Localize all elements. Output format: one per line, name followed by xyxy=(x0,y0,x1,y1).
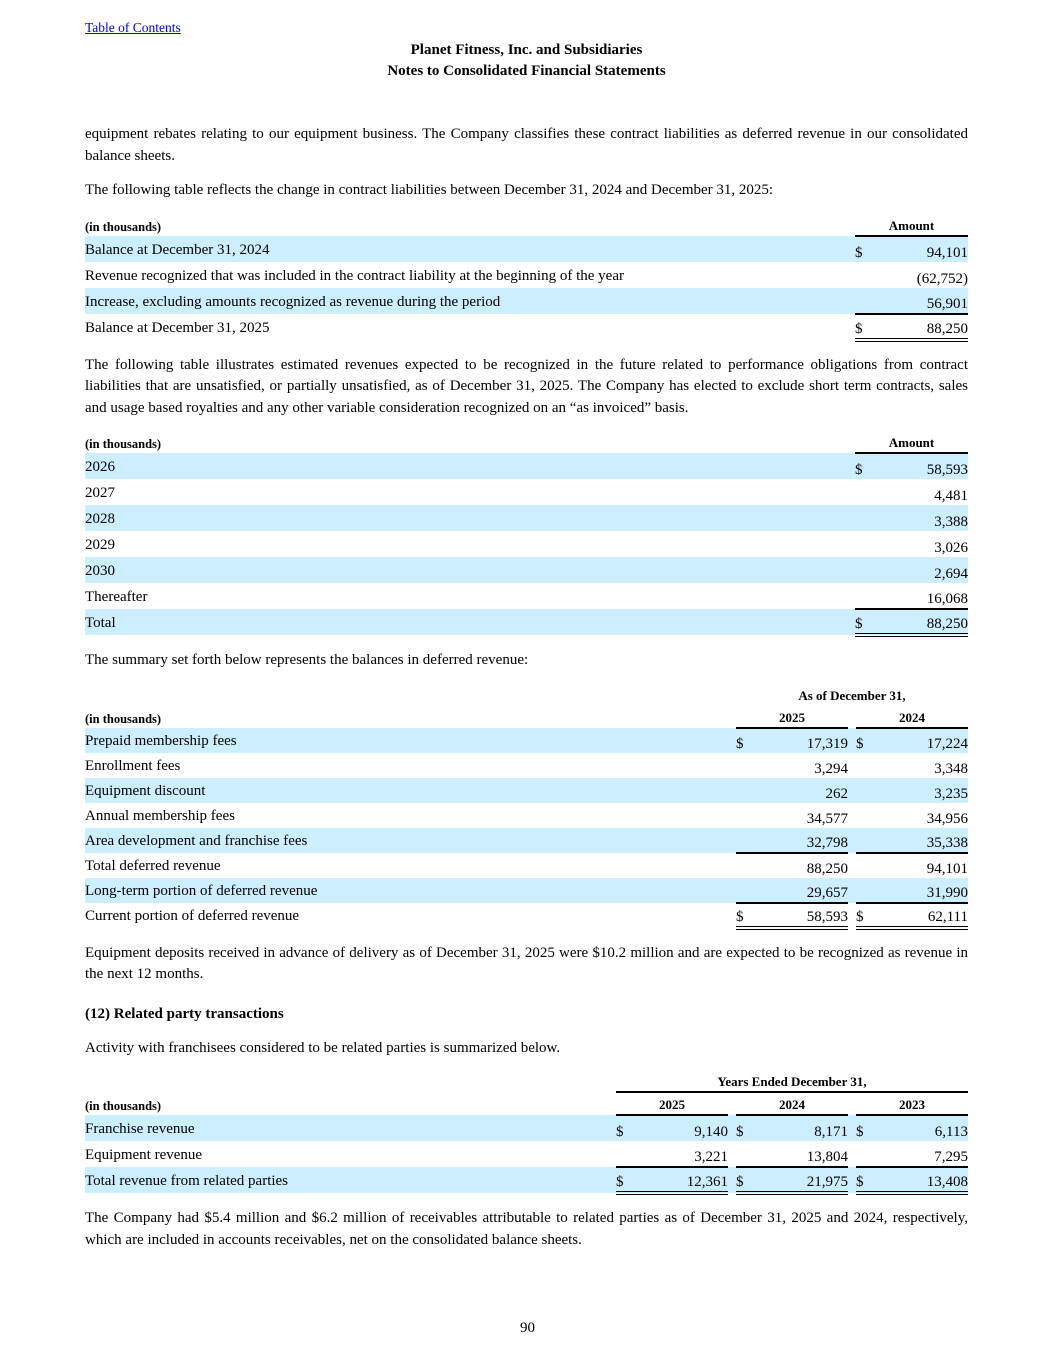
amount-value: 3,388 xyxy=(883,505,968,531)
empty-cell xyxy=(85,1071,616,1092)
gap-cell xyxy=(728,1141,736,1167)
dollar-sign: $ xyxy=(856,1115,884,1141)
amount-value: 3,348 xyxy=(934,760,968,777)
dollar-sign: $ xyxy=(855,314,883,340)
gap-cell xyxy=(848,853,856,878)
dollar-sign xyxy=(856,1141,884,1167)
dollar-sign: $ xyxy=(855,236,883,262)
amount-value: 3,235 xyxy=(884,778,968,803)
dollar-sign: $ xyxy=(856,903,884,928)
amount-value: 4,481 xyxy=(934,488,968,504)
amount-value: 9,140 xyxy=(644,1115,728,1141)
span-header-row xyxy=(85,684,968,705)
empty-cell xyxy=(85,684,736,705)
dollar-sign xyxy=(855,505,883,531)
table-row xyxy=(85,505,968,531)
document-title: Planet Fitness, Inc. and Subsidiaries xyxy=(410,42,643,58)
row-label: Balance at December 31, 2024 xyxy=(85,236,855,262)
row-label: Revenue recognized that was included in the contract liability at the beginning of the year xyxy=(85,267,624,284)
table-row xyxy=(85,236,968,262)
table-row xyxy=(85,1141,968,1167)
document-subtitle: Notes to Consolidated Financial Statements xyxy=(387,63,666,79)
gap-cell xyxy=(848,1092,856,1115)
dollar-sign xyxy=(855,583,883,609)
gap-cell xyxy=(848,903,856,928)
gap-cell xyxy=(848,705,856,728)
row-label: 2029 xyxy=(85,537,115,553)
table-row xyxy=(85,753,968,778)
amount-value: 3,026 xyxy=(934,540,968,556)
dollar-sign xyxy=(736,828,764,853)
dollar-sign xyxy=(616,1141,644,1167)
gap-cell xyxy=(728,1115,736,1141)
row-label: Area development and franchise fees xyxy=(85,828,736,853)
gap-cell xyxy=(848,778,856,803)
gap-cell xyxy=(848,753,856,778)
gap-cell xyxy=(848,828,856,853)
amount-value: 13,408 xyxy=(884,1167,968,1193)
amount-value: 3,294 xyxy=(814,760,848,777)
dollar-sign xyxy=(736,1141,764,1167)
row-label: Enrollment fees xyxy=(85,757,181,774)
row-label: 2030 xyxy=(85,557,855,583)
amount-value: 34,577 xyxy=(806,810,848,827)
deferred-revenue-table xyxy=(85,684,968,930)
amount-value: 21,975 xyxy=(764,1167,848,1193)
table-row xyxy=(85,1167,968,1193)
table-row xyxy=(85,314,968,340)
row-label: Balance at December 31, 2025 xyxy=(85,319,270,336)
row-label: Total deferred revenue xyxy=(85,857,221,874)
amount-header: Amount xyxy=(855,431,968,453)
amount-value: 13,804 xyxy=(764,1141,848,1167)
dollar-sign xyxy=(855,557,883,583)
row-label: Long-term portion of deferred revenue xyxy=(85,878,736,903)
amount-value: 34,956 xyxy=(926,810,968,827)
amount-value: 3,221 xyxy=(644,1141,728,1167)
table-row xyxy=(85,531,968,557)
gap-cell xyxy=(848,728,856,753)
amount-value: 29,657 xyxy=(764,878,848,903)
amount-value: 31,990 xyxy=(884,878,968,903)
table-row xyxy=(85,828,968,853)
paragraph-future-revenue-intro: The following table illustrates estimated revenues expected to be recognized in the future related to performance obligations from contract liabilities that are unsatisfied, or partially unsatisfied, as of December 31, 2025. The Company has elected to exclude short term contracts, sales and usage based royalties and any other variable consideration recognized on an “as invoiced” basis. xyxy=(85,356,968,416)
table-row xyxy=(85,903,968,928)
amount-value: 17,319 xyxy=(764,728,848,753)
dollar-sign xyxy=(856,778,884,803)
dollar-sign xyxy=(736,853,764,878)
dollar-sign xyxy=(856,753,884,778)
row-label: Current portion of deferred revenue xyxy=(85,907,300,924)
dollar-sign: $ xyxy=(616,1167,644,1193)
amount-value: 94,101 xyxy=(883,236,968,262)
amount-value: 16,068 xyxy=(883,583,968,609)
amount-value: 88,250 xyxy=(806,860,848,877)
year-header: 2024 xyxy=(856,705,968,728)
row-label: Equipment revenue xyxy=(85,1147,203,1163)
amount-value: 32,798 xyxy=(764,828,848,853)
table-row xyxy=(85,728,968,753)
unit-label: (in thousands) xyxy=(85,437,162,451)
unit-label: (in thousands) xyxy=(85,219,162,234)
row-label: Equipment discount xyxy=(85,778,736,803)
dollar-sign: $ xyxy=(855,453,883,479)
span-header: As of December 31, xyxy=(798,687,906,703)
amount-value: 7,295 xyxy=(884,1141,968,1167)
amount-value: 17,224 xyxy=(884,728,968,753)
table-row xyxy=(85,803,968,828)
amount-value: 58,593 xyxy=(883,453,968,479)
paragraph-continuation: equipment rebates relating to our equipment business. The Company classifies these contract liabilities as deferred revenue in our consolidated balance sheets. xyxy=(85,126,968,164)
dollar-sign xyxy=(736,803,764,828)
dollar-sign: $ xyxy=(736,728,764,753)
row-label: Thereafter xyxy=(85,589,148,605)
table-row xyxy=(85,583,968,609)
contract-liabilities-table xyxy=(85,214,968,342)
amount-value: 8,171 xyxy=(764,1115,848,1141)
table-header-row xyxy=(85,431,968,453)
dollar-sign xyxy=(736,753,764,778)
table-row xyxy=(85,853,968,878)
table-row xyxy=(85,288,968,314)
section-heading-related-party: (12) Related party transactions xyxy=(85,1005,284,1022)
row-label: Total revenue from related parties xyxy=(85,1167,616,1193)
row-label: 2026 xyxy=(85,453,855,479)
amount-value: 35,338 xyxy=(884,828,968,853)
dollar-sign: $ xyxy=(856,728,884,753)
amount-value: 56,901 xyxy=(883,288,968,314)
future-revenue-table xyxy=(85,431,968,637)
paragraph-equipment-deposits: Equipment deposits received in advance of delivery as of December 31, 2025 were $10.2 million and are expected to be recognized as revenue in the next 12 months. xyxy=(85,944,968,982)
page-number: 90 xyxy=(520,1320,535,1336)
gap-cell xyxy=(848,803,856,828)
gap-cell xyxy=(848,1115,856,1141)
amount-value: 58,593 xyxy=(764,903,848,928)
amount-value: 88,250 xyxy=(883,314,968,340)
amount-header: Amount xyxy=(855,214,968,236)
table-row xyxy=(85,262,968,288)
table-row xyxy=(85,878,968,903)
paragraph-related-party-intro: Activity with franchisees considered to be related parties is summarized below. xyxy=(85,1039,561,1056)
related-party-table xyxy=(85,1071,968,1195)
year-header-row xyxy=(85,705,968,728)
row-label: Annual membership fees xyxy=(85,807,235,824)
dollar-sign: $ xyxy=(856,1167,884,1193)
table-row xyxy=(85,479,968,505)
table-row xyxy=(85,1115,968,1141)
table-row xyxy=(85,453,968,479)
gap-cell xyxy=(848,1167,856,1193)
dollar-sign: $ xyxy=(736,903,764,928)
dollar-sign xyxy=(855,479,883,505)
table-row xyxy=(85,557,968,583)
dollar-sign xyxy=(855,288,883,314)
unit-label: (in thousands) xyxy=(85,1099,162,1113)
gap-cell xyxy=(728,1092,736,1115)
amount-value: 6,113 xyxy=(884,1115,968,1141)
gap-cell xyxy=(728,1167,736,1193)
dollar-sign xyxy=(856,828,884,853)
table-row xyxy=(85,778,968,803)
amount-value: 2,694 xyxy=(883,557,968,583)
row-label: Increase, excluding amounts recognized as revenue during the period xyxy=(85,288,855,314)
amount-value: 262 xyxy=(764,778,848,803)
dollar-sign: $ xyxy=(736,1167,764,1193)
paragraph-receivables: The Company had $5.4 million and $6.2 million of receivables attributable to related parties as of December 31, 2025 and 2024, respectively, which are included in accounts receivables, net on the consolidated balance sheets. xyxy=(85,1210,968,1248)
paragraph-contract-liabilities-intro: The following table reflects the change in contract liabilities between December 31, 2024 and December 31, 2025: xyxy=(85,182,774,198)
dollar-sign xyxy=(855,262,883,288)
amount-value: 12,361 xyxy=(644,1167,728,1193)
dollar-sign xyxy=(736,878,764,903)
dollar-sign xyxy=(856,878,884,903)
amount-value: (62,752) xyxy=(916,270,968,287)
span-header: Years Ended December 31, xyxy=(616,1071,968,1092)
dollar-sign xyxy=(856,803,884,828)
year-header: 2023 xyxy=(856,1092,968,1115)
row-label: 2028 xyxy=(85,505,855,531)
gap-cell xyxy=(848,878,856,903)
dollar-sign xyxy=(736,778,764,803)
row-label: Franchise revenue xyxy=(85,1115,616,1141)
paragraph-deferred-revenue-intro: The summary set forth below represents the balances in deferred revenue: xyxy=(85,652,529,668)
dollar-sign xyxy=(855,531,883,557)
dollar-sign: $ xyxy=(736,1115,764,1141)
amount-value: 62,111 xyxy=(884,903,968,928)
year-header: 2025 xyxy=(616,1092,728,1115)
gap-cell xyxy=(848,1141,856,1167)
document-title-block xyxy=(85,40,968,82)
table-row xyxy=(85,609,968,635)
dollar-sign: $ xyxy=(616,1115,644,1141)
dollar-sign: $ xyxy=(855,609,883,635)
table-of-contents-link[interactable]: Table of Contents xyxy=(85,20,181,35)
table-header-row xyxy=(85,214,968,236)
year-header: 2025 xyxy=(736,705,848,728)
dollar-sign xyxy=(856,853,884,878)
row-label: Total xyxy=(85,609,855,635)
amount-value: 88,250 xyxy=(883,609,968,635)
row-label: Prepaid membership fees xyxy=(85,728,736,753)
year-header: 2024 xyxy=(736,1092,848,1115)
row-label: 2027 xyxy=(85,485,115,501)
year-header-row xyxy=(85,1092,968,1115)
span-header-row xyxy=(85,1071,968,1092)
unit-label: (in thousands) xyxy=(85,711,162,726)
amount-value: 94,101 xyxy=(926,860,968,877)
